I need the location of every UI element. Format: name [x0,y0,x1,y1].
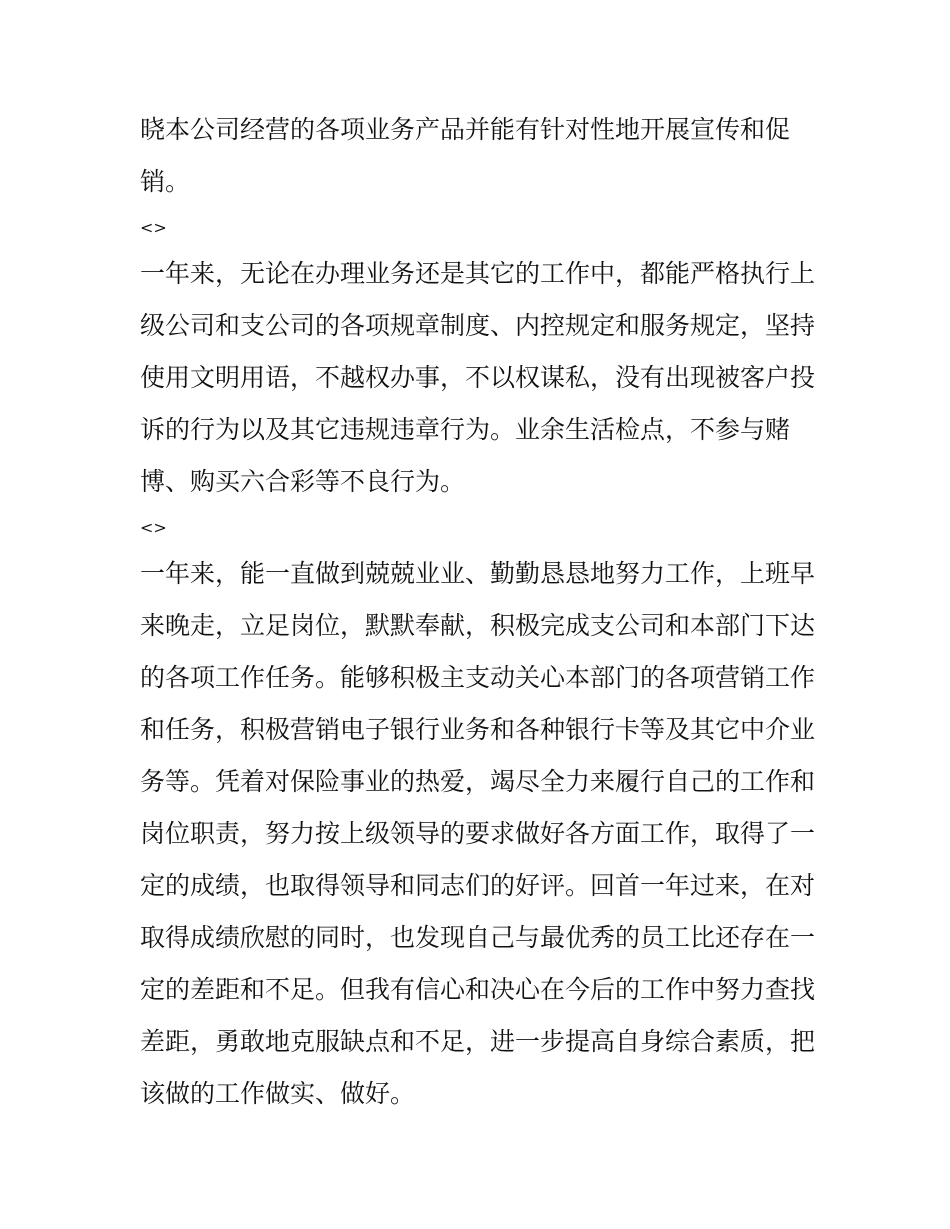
document-body [140,104,830,1120]
paragraph-3-line: 取得成绩欣慰的同时，也发现自己与最优秀的员工比还存在一 [140,923,816,952]
paragraph-3-line: 和任务，积极营销电子银行业务和各种银行卡等及其它中介业 [140,715,816,744]
paragraph-2-line: 级公司和支公司的各项规章制度、内控规定和服务规定，坚持 [140,311,816,340]
paragraph-3-line: 差距，勇敢地克服缺点和不足，进一步提高自身综合素质，把 [140,1027,816,1056]
paragraph-separator: <> [140,518,167,537]
paragraph-1-line: 晓本公司经营的各项业务产品并能有针对性地开展宣传和促 [140,115,791,144]
paragraph-3-line: 来晚走，立足岗位，默默奉献，积极完成支公司和本部门下达 [140,611,816,640]
paragraph-3-line: 该做的工作做实、做好。 [140,1079,416,1108]
paragraph-3-line: 一年来，能一直做到兢兢业业、勤勤恳恳地努力工作，上班早 [140,559,816,588]
paragraph-2-line: 一年来，无论在办理业务还是其它的工作中，都能严格执行上 [140,259,816,288]
paragraph-1-line: 销。 [140,167,191,196]
paragraph-2-line: 博、购买六合彩等不良行为。 [140,467,466,496]
paragraph-3-line: 定的差距和不足。但我有信心和决心在今后的工作中努力查找 [140,975,816,1004]
paragraph-3-line: 务等。凭着对保险事业的热爱，竭尽全力来履行自己的工作和 [140,767,816,796]
paragraph-separator: <> [140,218,167,237]
paragraph-2-line: 使用文明用语，不越权办事，不以权谋私，没有出现被客户投 [140,363,816,392]
paragraph-3-line: 定的成绩，也取得领导和同志们的好评。回首一年过来，在对 [140,871,816,900]
paragraph-2-line: 诉的行为以及其它违规违章行为。业余生活检点，不参与赌 [140,415,791,444]
paragraph-3-line: 的各项工作任务。能够积极主支动关心本部门的各项营销工作 [140,663,816,692]
paragraph-3-line: 岗位职责，努力按上级领导的要求做好各方面工作，取得了一 [140,819,816,848]
